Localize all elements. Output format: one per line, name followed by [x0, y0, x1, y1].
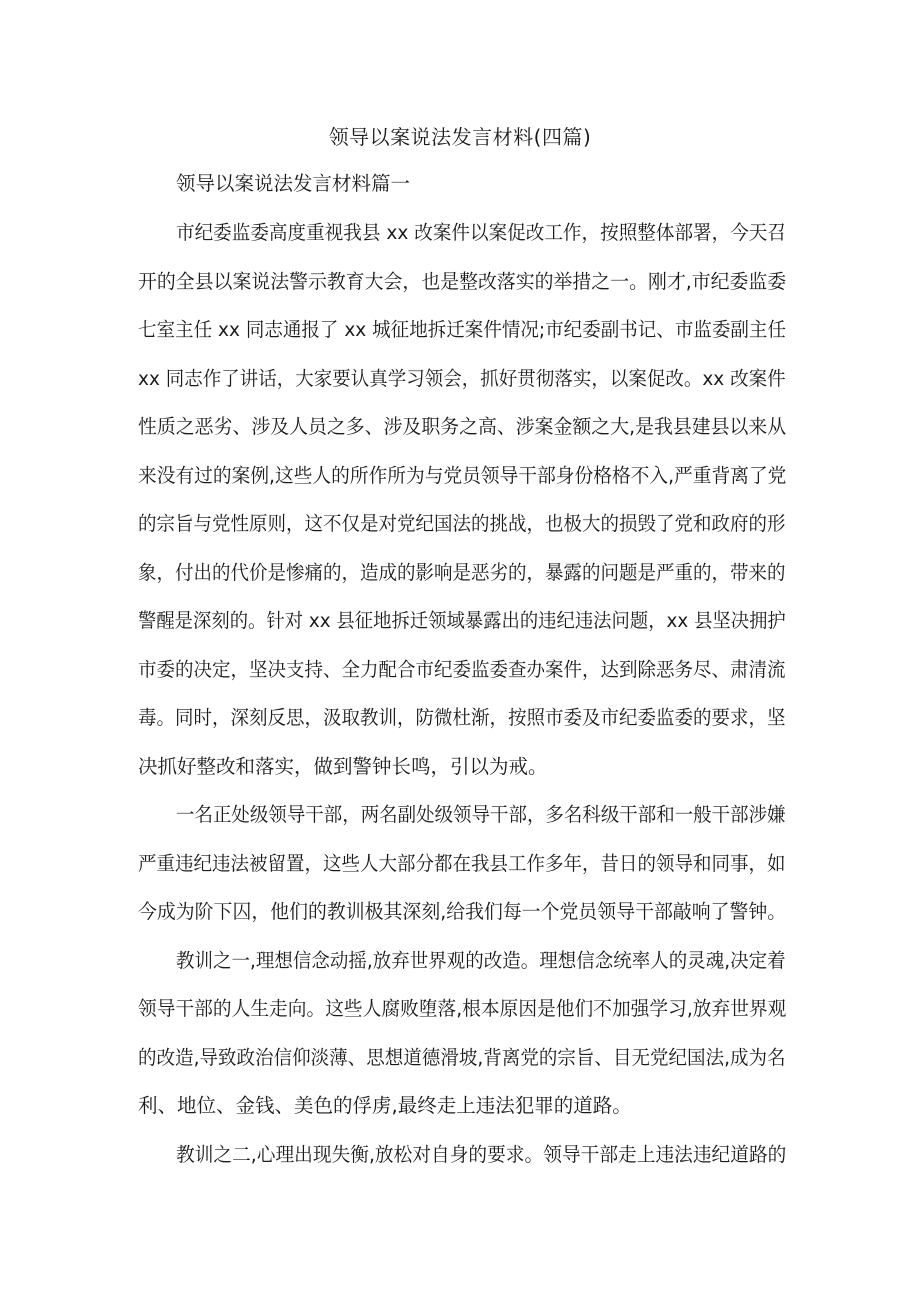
- paragraph-line: 一名正处级领导干部，两名副处级领导干部，多名科级干部和一般干部涉嫌: [176, 803, 786, 826]
- paragraph-line: 七室主任 xx 同志通报了 xx 城征地拆迁案件情况;市纪委副书记、市监委副主任: [138, 318, 786, 341]
- paragraph-line: 来没有过的案例,这些人的所作所为与党员领导干部身份格格不入,严重背离了党: [138, 464, 787, 487]
- paragraph-line: 象，付出的代价是惨痛的，造成的影响是恶劣的，暴露的问题是严重的，带来的: [138, 561, 786, 584]
- paragraph-line: 市纪委监委高度重视我县 xx 改案件以案促改工作，按照整体部署，今天召: [176, 221, 786, 244]
- paragraph-line: 教训之一,理想信念动摇,放弃世界观的改造。理想信念统率人的灵魂,决定着: [176, 949, 786, 972]
- paragraph-line: 严重违纪违法被留置，这些人大部分都在我县工作多年，昔日的领导和同事，如: [138, 852, 786, 875]
- paragraph-line: 警醒是深刻的。针对 xx 县征地拆迁领域暴露出的违纪违法问题，xx 县坚决拥护: [138, 609, 786, 632]
- paragraph-line: 教训之二,心理出现失衡,放松对自身的要求。领导干部走上违法违纪道路的: [176, 1143, 787, 1166]
- paragraph-line: 决抓好整改和落实，做到警钟长鸣，引以为戒。: [138, 755, 548, 778]
- section-heading: 领导以案说法发言材料篇一: [176, 172, 411, 195]
- paragraph-line: 性质之恶劣、涉及人员之多、涉及职务之高、涉案金额之大,是我县建县以来从: [138, 415, 787, 438]
- paragraph-line: 的宗旨与党性原则，这不仅是对党纪国法的挑战，也极大的损毁了党和政府的形: [138, 512, 786, 535]
- paragraph-line: 的改造,导致政治信仰淡薄、思想道德滑坡,背离党的宗旨、目无党纪国法,成为名: [138, 1046, 786, 1069]
- paragraph-line: xx 同志作了讲话，大家要认真学习领会，抓好贯彻落实，以案促改。xx 改案件: [138, 367, 786, 390]
- paragraph-line: 市委的决定，坚决支持、全力配合市纪委监委查办案件，达到除恶务尽、肃清流: [138, 658, 786, 681]
- paragraph-line: 领导干部的人生走向。这些人腐败堕落,根本原因是他们不加强学习,放弃世界观: [138, 997, 787, 1020]
- document-title: 领导以案说法发言材料(四篇): [328, 125, 592, 149]
- paragraph-line: 利、地位、金钱、美色的俘虏,最终走上违法犯罪的道路。: [138, 1094, 632, 1117]
- paragraph-line: 今成为阶下囚，他们的教训极其深刻,给我们每一个党员领导干部敲响了警钟。: [138, 900, 787, 923]
- paragraph-line: 毒。同时，深刻反思，汲取教训，防微杜渐，按照市委及市纪委监委的要求，坚: [138, 706, 786, 729]
- paragraph-line: 开的全县以案说法警示教育大会，也是整改落实的举措之一。刚才,市纪委监委: [138, 270, 787, 293]
